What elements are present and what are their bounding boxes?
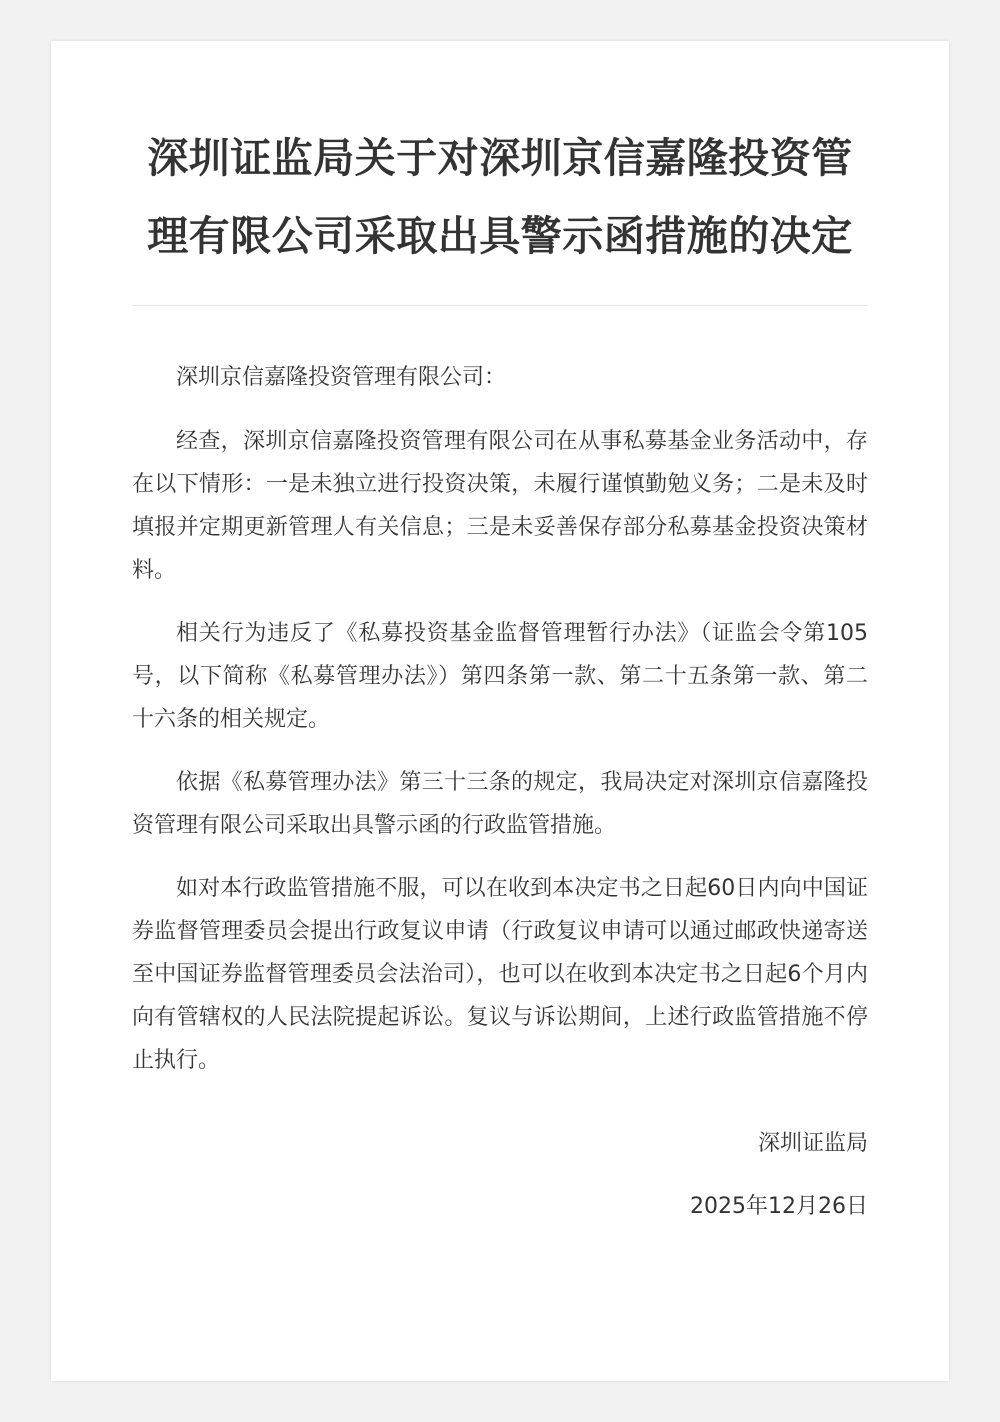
signature: 深圳证监局 xyxy=(757,1131,868,1156)
paragraph-appeal: 如对本行政监管措施不服，可以在收到本决定书之日起60日内向中国证券监督管理委员会提出行政复议申请（行政复议申请可以通过邮政快递寄送至中国证券监督管理委员会法治司），也可以在收到本决定书之日起6个月内向有管辖权的人民法院提起诉讼。复议与诉讼期间，上述行政监管措施不停止执行。 xyxy=(132,876,868,1073)
paragraph-violations: 相关行为违反了《私募投资基金监督管理暂行办法》（证监会令第105号，以下简称《私募管理办法》）第四条第一款、第二十五条第一款、第二十六条的相关规定。 xyxy=(132,621,868,732)
document-body xyxy=(132,356,868,1082)
document-title: 深圳证监局关于对深圳京信嘉隆投资管理有限公司采取出具警示函措施的决定 xyxy=(132,119,868,306)
document-content xyxy=(132,41,868,1228)
paragraph-decision: 依据《私募管理办法》第三十三条的规定，我局决定对深圳京信嘉隆投资管理有限公司采取出具警示函的行政监管措施。 xyxy=(132,770,868,838)
paragraph-findings: 经查，深圳京信嘉隆投资管理有限公司在从事私募基金业务活动中，存在以下情形：一是未独立进行投资决策，未履行谨慎勤勉义务；二是未及时填报并定期更新管理人有关信息；三是未妥善保存部分私募基金投资决策材料。 xyxy=(132,429,868,583)
document-page xyxy=(51,41,949,1381)
document-date: 2025年12月26日 xyxy=(690,1194,868,1219)
addressee: 深圳京信嘉隆投资管理有限公司： xyxy=(176,365,507,390)
